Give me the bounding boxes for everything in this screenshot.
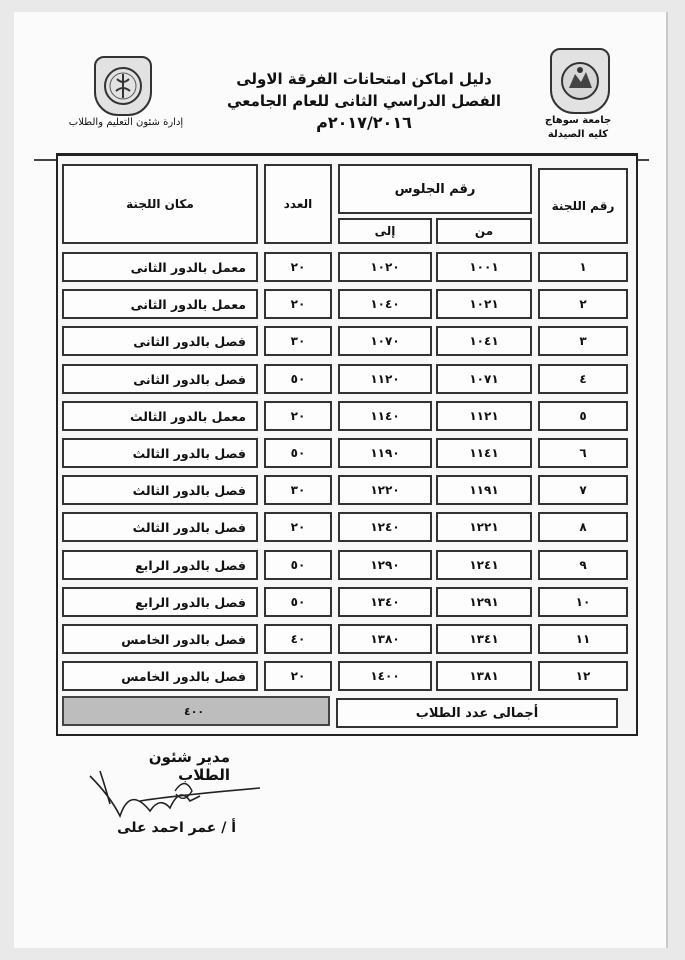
- row-seat-to: ١١٢٠: [338, 364, 432, 394]
- document-title: [214, 68, 514, 134]
- row-count: ٢٠: [264, 661, 332, 691]
- title-line-3: ٢٠١٧/٢٠١٦م: [316, 113, 412, 132]
- row-seat-to: ١٠٧٠: [338, 326, 432, 356]
- title-line-2: الفصل الدراسي الثانى للعام الجامعي: [226, 92, 502, 110]
- row-place: فصل بالدور الثانى: [62, 326, 258, 356]
- row-committee-number: ٨: [538, 512, 628, 542]
- row-place: معمل بالدور الثانى: [62, 252, 258, 282]
- row-seat-from: ١٠٧١: [436, 364, 532, 394]
- faculty-seal-logo-icon: [94, 56, 152, 116]
- row-place: فصل بالدور الثالث: [62, 475, 258, 505]
- header-from: من: [436, 218, 532, 244]
- header-committee-number: رقم اللجنة: [538, 168, 628, 244]
- row-committee-number: ١٢: [538, 661, 628, 691]
- row-count: ٣٠: [264, 326, 332, 356]
- header-seat-number: رقم الجلوس: [338, 164, 532, 214]
- row-seat-to: ١٣٤٠: [338, 587, 432, 617]
- row-count: ٥٠: [264, 587, 332, 617]
- row-seat-to: ١١٤٠: [338, 401, 432, 431]
- row-count: ٤٠: [264, 624, 332, 654]
- department-caption: إدارة شئون التعليم والطلاب: [68, 117, 184, 128]
- row-committee-number: ٩: [538, 550, 628, 580]
- header-place: مكان اللجنة: [62, 164, 258, 244]
- row-place: فصل بالدور الثالث: [62, 512, 258, 542]
- row-seat-from: ١٢٩١: [436, 587, 532, 617]
- row-committee-number: ٤: [538, 364, 628, 394]
- signatory-name: أ / عمر احمد على: [117, 820, 236, 836]
- row-seat-to: ١٠٤٠: [338, 289, 432, 319]
- title-line-1: دليل اماكن امتحانات الفرقة الاولى: [236, 70, 492, 88]
- university-caption: [526, 114, 630, 142]
- row-seat-from: ١٢٤١: [436, 550, 532, 580]
- row-place: معمل بالدور الثانى: [62, 289, 258, 319]
- row-count: ٥٠: [264, 438, 332, 468]
- row-committee-number: ٦: [538, 438, 628, 468]
- faculty-name: كليه الصيدلة: [547, 129, 609, 140]
- university-name: جامعة سوهاج: [544, 115, 612, 126]
- row-seat-from: ١٣٨١: [436, 661, 532, 691]
- row-committee-number: ٣: [538, 326, 628, 356]
- row-count: ٥٠: [264, 550, 332, 580]
- row-seat-to: ١٣٨٠: [338, 624, 432, 654]
- row-committee-number: ١١: [538, 624, 628, 654]
- row-seat-from: ١٢٢١: [436, 512, 532, 542]
- row-seat-from: ١٣٤١: [436, 624, 532, 654]
- total-students-value: ٤٠٠: [62, 696, 330, 726]
- row-seat-from: ١١٢١: [436, 401, 532, 431]
- row-seat-from: ١٠٤١: [436, 326, 532, 356]
- row-count: ٣٠: [264, 475, 332, 505]
- row-committee-number: ٥: [538, 401, 628, 431]
- row-committee-number: ٧: [538, 475, 628, 505]
- row-seat-to: ١٤٠٠: [338, 661, 432, 691]
- row-committee-number: ٢: [538, 289, 628, 319]
- row-place: فصل بالدور الثالث: [62, 438, 258, 468]
- row-count: ٥٠: [264, 364, 332, 394]
- row-count: ٢٠: [264, 512, 332, 542]
- row-seat-to: ١٢٩٠: [338, 550, 432, 580]
- row-seat-from: ١١٤١: [436, 438, 532, 468]
- university-seal-logo-icon: [550, 48, 610, 114]
- row-seat-to: ١٢٢٠: [338, 475, 432, 505]
- row-seat-from: ١٠٠١: [436, 252, 532, 282]
- row-committee-number: ١٠: [538, 587, 628, 617]
- row-count: ٢٠: [264, 401, 332, 431]
- row-count: ٢٠: [264, 252, 332, 282]
- row-committee-number: ١: [538, 252, 628, 282]
- row-seat-to: ١٠٢٠: [338, 252, 432, 282]
- row-seat-to: ١١٩٠: [338, 438, 432, 468]
- exam-locations-table: [56, 153, 638, 736]
- row-seat-to: ١٢٤٠: [338, 512, 432, 542]
- row-place: فصل بالدور الثانى: [62, 364, 258, 394]
- row-place: فصل بالدور الخامس: [62, 624, 258, 654]
- row-seat-from: ١٠٢١: [436, 289, 532, 319]
- row-count: ٢٠: [264, 289, 332, 319]
- total-students-label: أجمالى عدد الطلاب: [336, 698, 618, 728]
- signature-title: مدير شئون الطلاب: [148, 748, 230, 784]
- row-place: معمل بالدور الثالث: [62, 401, 258, 431]
- header-count: العدد: [264, 164, 332, 244]
- row-seat-from: ١١٩١: [436, 475, 532, 505]
- row-place: فصل بالدور الرابع: [62, 550, 258, 580]
- header-to: إلى: [338, 218, 432, 244]
- row-place: فصل بالدور الرابع: [62, 587, 258, 617]
- row-place: فصل بالدور الخامس: [62, 661, 258, 691]
